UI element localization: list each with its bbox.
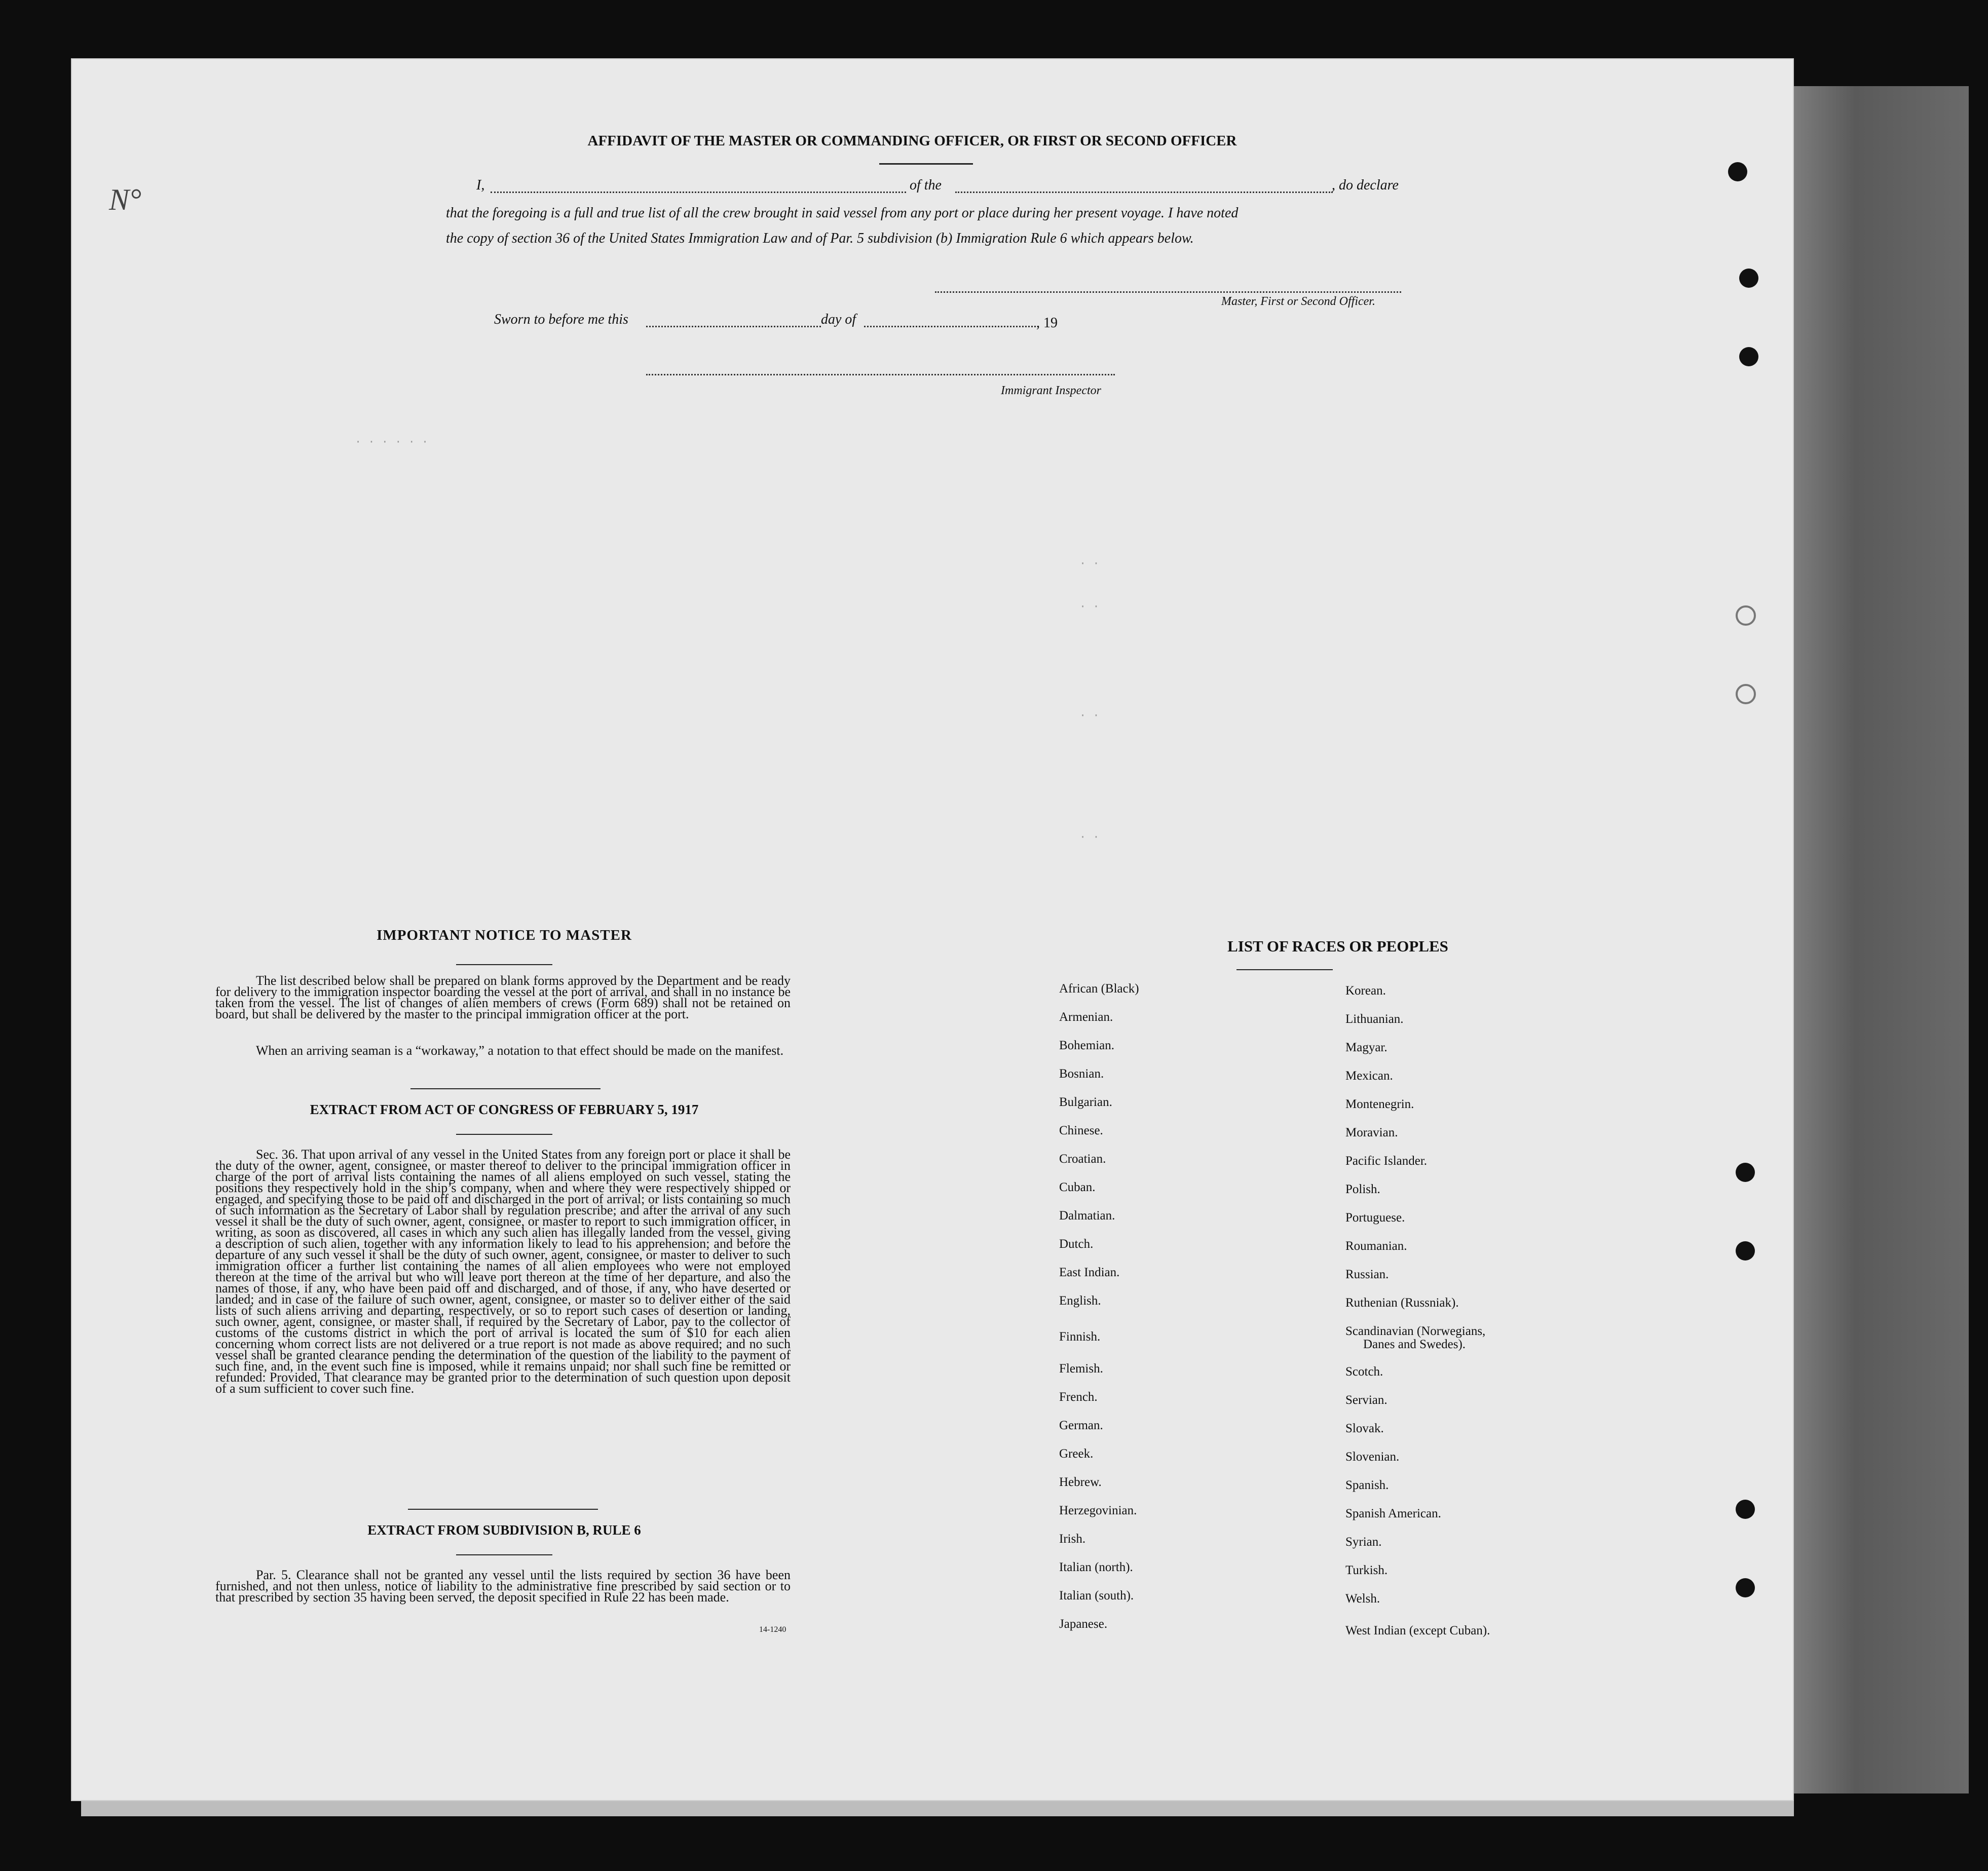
punch-hole-icon: [1739, 347, 1758, 366]
section-rule: [456, 1554, 552, 1555]
race-item: Finnish.: [1059, 1330, 1101, 1344]
race-item: Roumanian.: [1345, 1239, 1407, 1253]
race-item: Slovak.: [1345, 1422, 1384, 1435]
race-item: Mexican.: [1345, 1069, 1393, 1083]
show-through-marks: · ·: [1079, 831, 1100, 844]
show-through-marks: · · · · · ·: [355, 436, 429, 448]
section-rule: [456, 964, 552, 965]
punch-hole-icon: [1736, 1578, 1755, 1597]
race-item: Irish.: [1059, 1532, 1086, 1546]
sworn-day-line: [646, 326, 821, 327]
affidavit-vessel-label: of the: [910, 177, 942, 193]
race-item: Herzegovinian.: [1059, 1504, 1137, 1517]
master-signature-line: [935, 291, 1401, 293]
race-item: Ruthenian (Russniak).: [1345, 1296, 1459, 1310]
form-number: 14-1240: [759, 1625, 786, 1634]
race-item: Servian.: [1345, 1393, 1387, 1407]
race-item: Japanese.: [1059, 1617, 1108, 1631]
race-item: English.: [1059, 1294, 1101, 1308]
race-item: Hebrew.: [1059, 1475, 1102, 1489]
sworn-day-of-label: day of: [821, 312, 856, 327]
rule-extract-title: EXTRACT FROM SUBDIVISION B, RULE 6: [367, 1522, 641, 1538]
race-item: Syrian.: [1345, 1535, 1382, 1549]
rule-extract-text: Par. 5. Clearance shall not be granted any vessel until the lists required by section 36 have been furnished, and not then unless, notice of liability to the administrative fine prescribed by said section or to that prescribed by section 35 having been served, the deposit specified in Rule 22 has been made.: [215, 1568, 791, 1605]
race-item: Montenegrin.: [1345, 1097, 1414, 1111]
race-item: Slovenian.: [1345, 1450, 1400, 1464]
act-extract-text: Sec. 36. That upon arrival of any vessel in the United States from any foreign port or place it shall be the duty of the owner, agent, consignee, or master thereof to deliver to the principal immigration officer in charge of the port of arrival lists containing the names of all aliens employed on such vessel, stating the positions they respectively hold in the ship’s company, when and where they were respectively shipped or engaged, and specifying those to be paid off and discharged in the port of arrival; or lists containing so much of such information as the Secretary of Labor shall by regulation prescribe; and after the arrival of any such vessel it shall be the duty of such owner, agent, consignee, or master to report to such immigration officer, in writing, as soon as discovered, all cases in which any such alien has illegally landed from the vessel, giving a description of such alien, together with any information likely to lead to his apprehension; and before the departure of any such vessel it shall be the duty of such owner, agent, consignee, or master to deliver to such immigration officer a further list containing the names of all alien employees who were not employed thereon at the time of the arrival but who will leave port thereon at the time of her departure, and also the names of those, if any, who have been paid off and discharged, and of those, if any, who have deserted or landed; and in case of the failure of such owner, agent, consignee, or master so to deliver either of the said lists of such aliens arriving and departing, respectively, or so to report such cases of desertion or landing, such owner, agent, consignee, or master shall, if required by the Secretary of Labor, pay to the collector of customs of the customs district in which the port of arrival is located the sum of $10 for each alien concerning whom correct lists are not delivered or a true report is not made as above required; and no such vessel shall be granted clearance pending the determination of the question of the liability to the payment of such fine, and, in the event such fine is imposed, while it remains unpaid; nor shall such fine be remitted or refunded: Provided, That clearance may be granted prior to the determination of such question upon deposit of a sum sufficient to cover such fine.: [215, 1147, 791, 1396]
race-item: Armenian.: [1059, 1010, 1113, 1024]
race-item: Greek.: [1059, 1447, 1094, 1461]
race-item: Spanish American.: [1345, 1507, 1441, 1520]
races-title: LIST OF RACES OR PEOPLES: [1227, 937, 1448, 955]
race-item: Portuguese.: [1345, 1211, 1405, 1225]
sworn-label: Sworn to before me this: [494, 312, 628, 327]
section-rule: [1236, 969, 1297, 970]
punch-hole-icon: [1736, 1500, 1755, 1519]
name-field-line: [491, 192, 906, 193]
notice-paragraph-2: When an arriving seaman is a “workaway,” a notation to that effect should be made on the manifest.: [256, 1043, 784, 1058]
race-item: Welsh.: [1345, 1592, 1380, 1606]
show-through-marks: · ·: [1079, 709, 1100, 722]
notice-title: IMPORTANT NOTICE TO MASTER: [377, 927, 632, 943]
race-item: Turkish.: [1345, 1563, 1388, 1577]
race-item: Magyar.: [1345, 1041, 1387, 1054]
section-rule: [408, 1509, 598, 1510]
punch-hole-icon: [1736, 1163, 1755, 1182]
race-item: Bosnian.: [1059, 1067, 1104, 1081]
margin-mark: N°: [109, 183, 142, 216]
race-item: Flemish.: [1059, 1362, 1103, 1376]
race-item: Russian.: [1345, 1268, 1389, 1281]
inspector-signature-line: [646, 374, 1115, 375]
punch-hole-icon: [1736, 684, 1756, 704]
vessel-field-line: [955, 192, 1333, 193]
affidavit-title: AFFIDAVIT OF THE MASTER OR COMMANDING OFFICER, OR FIRST OR SECOND OFFICER: [587, 133, 1237, 149]
race-item: Italian (north).: [1059, 1560, 1133, 1574]
race-item: Scandinavian (Norwegians,: [1345, 1324, 1486, 1338]
race-item: French.: [1059, 1390, 1098, 1404]
race-item: Cuban.: [1059, 1180, 1096, 1194]
inspector-signature-label: Immigrant Inspector: [1001, 384, 1101, 397]
race-item: Pacific Islander.: [1345, 1154, 1428, 1168]
race-item: Chinese.: [1059, 1124, 1103, 1137]
race-item: East Indian.: [1059, 1266, 1120, 1279]
punch-hole-icon: [1736, 605, 1756, 626]
race-item: Dutch.: [1059, 1237, 1094, 1251]
section-rule: [456, 1134, 552, 1135]
race-item: Polish.: [1345, 1182, 1380, 1196]
punch-hole-icon: [1728, 162, 1747, 181]
affidavit-text-line2: that the foregoing is a full and true list of all the crew brought in said vessel from any port or place during her present voyage. I have noted: [446, 205, 1239, 221]
adjacent-page-edge: [1794, 86, 1969, 1793]
race-item: Moravian.: [1345, 1126, 1398, 1139]
notice-paragraph-1: The list described below shall be prepared on blank forms approved by the Department and be ready for delivery to the immigration inspector boarding the vessel at the port of arrival, and shall in no instance be taken from the vessel. The list of changes of alien members of crews (Form 689) shall not be retained on board, but shall be delivered by the master to the principal immigration officer at the port.: [215, 973, 791, 1021]
sworn-month-line: [864, 326, 1039, 327]
show-through-marks: · ·: [1079, 557, 1100, 570]
race-item: Lithuanian.: [1345, 1012, 1404, 1026]
section-rule: [410, 1088, 601, 1089]
sworn-year-label: , 19: [1036, 315, 1058, 331]
affidavit-text-line3: the copy of section 36 of the United States Immigration Law and of Par. 5 subdivision (b) Immigration Rule 6 which appears below.: [446, 231, 1194, 246]
affidavit-declare-text: , do declare: [1332, 177, 1399, 193]
race-item: West Indian (except Cuban).: [1345, 1624, 1490, 1637]
race-item: Korean.: [1345, 984, 1386, 998]
title-rule: [879, 163, 973, 165]
race-item: Bohemian.: [1059, 1039, 1115, 1052]
race-item: Croatian.: [1059, 1152, 1106, 1166]
affidavit-name-label: I,: [476, 177, 485, 193]
act-extract-title: EXTRACT FROM ACT OF CONGRESS OF FEBRUARY 5, 1917: [310, 1102, 699, 1117]
race-item: Scotch.: [1345, 1365, 1383, 1379]
race-item: Danes and Swedes).: [1363, 1338, 1466, 1351]
punch-hole-icon: [1739, 269, 1758, 288]
race-item: African (Black): [1059, 982, 1139, 996]
race-item: Dalmatian.: [1059, 1209, 1115, 1223]
master-signature-label: Master, First or Second Officer.: [1221, 295, 1375, 308]
race-item: Italian (south).: [1059, 1589, 1134, 1602]
race-item: Spanish.: [1345, 1478, 1389, 1492]
race-item: Bulgarian.: [1059, 1095, 1112, 1109]
race-item: German.: [1059, 1419, 1103, 1432]
section-rule: [1290, 969, 1333, 970]
punch-hole-icon: [1736, 1241, 1755, 1261]
show-through-marks: · ·: [1079, 600, 1100, 613]
